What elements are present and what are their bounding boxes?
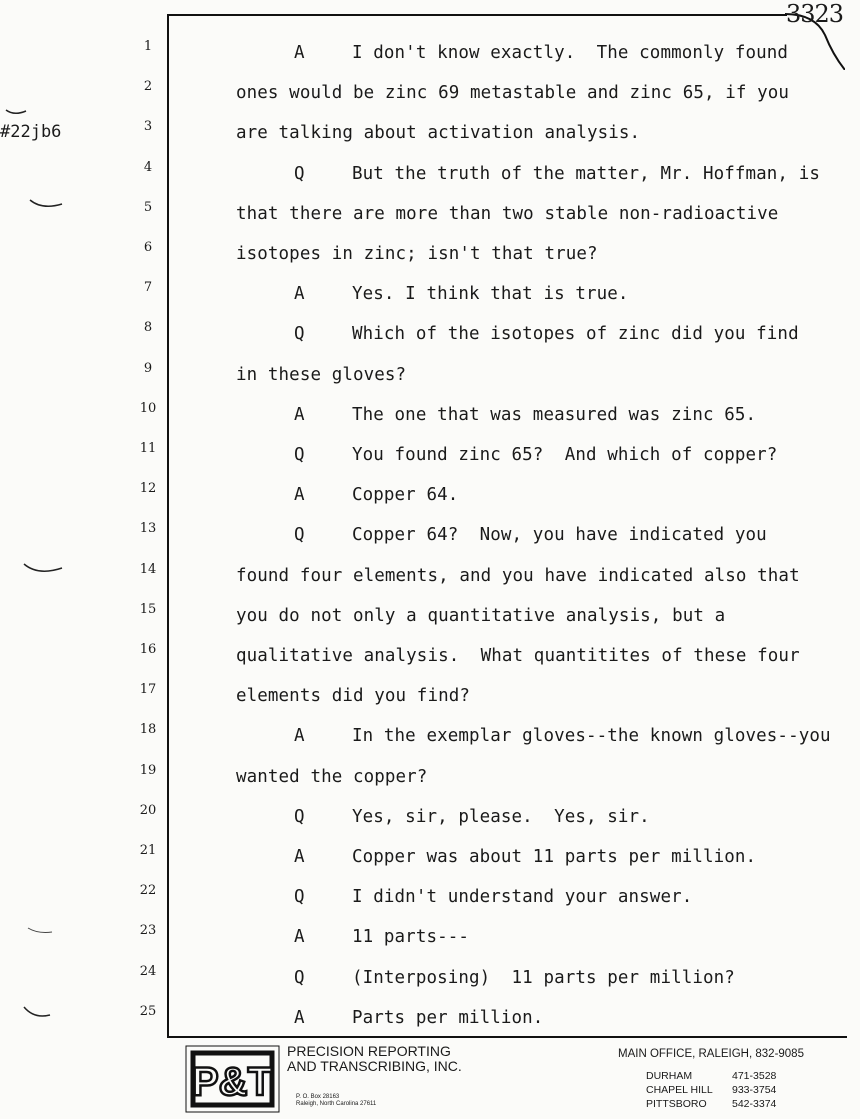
line-text: you do not only a quantitative analysis, but a xyxy=(236,605,726,626)
speaker-label: Q xyxy=(294,967,305,988)
margin-check-mark xyxy=(22,560,66,580)
transcript-line xyxy=(236,83,789,103)
page-frame-bottom xyxy=(167,1036,847,1038)
line-number: 11 xyxy=(139,441,157,456)
line-number: 4 xyxy=(143,159,153,175)
office-city: DURHAM xyxy=(646,1070,693,1082)
line-number: 3 xyxy=(143,119,153,135)
line-text: Copper was about 11 parts per million. xyxy=(352,847,757,867)
line-number: 19 xyxy=(139,762,157,778)
transcript-line xyxy=(236,43,788,63)
page-frame-top xyxy=(167,14,787,16)
transcript-line xyxy=(236,646,800,666)
transcript-line xyxy=(236,606,725,626)
address-line2: Raleigh, North Carolina 27611 xyxy=(296,1101,377,1107)
line-text: that there are more than two stable non-radioactive xyxy=(236,203,779,224)
speaker-label: A xyxy=(294,485,305,506)
speaker-label: Q xyxy=(294,445,305,465)
line-number: 14 xyxy=(139,561,157,577)
margin-document-id: #22jb6 xyxy=(0,122,62,142)
office-phone: 933-3754 xyxy=(732,1084,777,1096)
line-number: 8 xyxy=(143,320,153,336)
line-number: 10 xyxy=(139,400,157,416)
transcript-line xyxy=(236,284,629,304)
office-city: PITTSBORO xyxy=(646,1098,707,1110)
line-number: 9 xyxy=(143,360,153,376)
line-text: elements did you find? xyxy=(236,686,470,707)
line-number: 20 xyxy=(139,802,157,818)
page-number: 3323 xyxy=(786,0,844,28)
line-text: I don't know exactly. The commonly found xyxy=(352,43,789,63)
transcript-line xyxy=(236,123,640,143)
transcript-line xyxy=(236,365,406,385)
line-text: I didn't understand your answer. xyxy=(352,887,693,908)
line-number: 24 xyxy=(139,963,157,979)
transcript-line xyxy=(236,324,799,344)
line-text: Copper 64. xyxy=(352,485,459,506)
company-name-line2: AND TRANSCRIBING, INC. xyxy=(287,1058,462,1074)
transcript-line xyxy=(236,807,650,827)
speaker-label: Q xyxy=(294,806,305,827)
line-number: 7 xyxy=(143,280,153,296)
margin-check-mark xyxy=(28,196,68,216)
transcript-line xyxy=(236,1008,543,1028)
speaker-label: A xyxy=(294,1007,305,1028)
line-text: The one that was measured was zinc 65. xyxy=(352,404,757,425)
speaker-label: A xyxy=(294,847,305,867)
line-number: 2 xyxy=(143,79,153,95)
transcript-line xyxy=(236,244,598,264)
line-text: Parts per million. xyxy=(352,1007,544,1028)
line-text: Yes. I think that is true. xyxy=(352,284,629,305)
transcript-line xyxy=(236,847,756,867)
line-number: 15 xyxy=(139,601,157,617)
line-number: 22 xyxy=(139,883,157,899)
speaker-label: A xyxy=(294,726,305,747)
office-phone: 471-3528 xyxy=(732,1070,777,1082)
speaker-label: A xyxy=(294,404,305,425)
line-text: wanted the copper? xyxy=(236,766,428,787)
transcript-line xyxy=(236,445,777,465)
transcript-line xyxy=(236,887,692,907)
office-city: CHAPEL HILL xyxy=(646,1084,713,1096)
line-text: Yes, sir, please. Yes, sir. xyxy=(352,806,650,827)
line-number: 21 xyxy=(139,843,157,858)
speaker-label: Q xyxy=(294,525,305,546)
transcript-line xyxy=(236,767,427,787)
transcript-line xyxy=(236,164,820,184)
line-text: You found zinc 65? And which of copper? xyxy=(352,445,778,465)
line-number: 6 xyxy=(143,240,153,255)
line-number: 12 xyxy=(139,481,157,497)
transcript-line xyxy=(236,686,470,706)
transcript-line xyxy=(236,525,767,545)
line-text: are talking about activation analysis. xyxy=(236,123,641,144)
logo-text: P&T xyxy=(192,1060,272,1104)
line-text: Copper 64? Now, you have indicated you xyxy=(352,525,767,546)
speaker-label: A xyxy=(294,927,305,948)
transcript-line xyxy=(236,566,800,586)
line-text: In the exemplar gloves--the known gloves--you xyxy=(352,726,831,747)
transcript-line xyxy=(236,968,735,988)
line-number: 1 xyxy=(143,39,153,54)
line-number: 25 xyxy=(139,1003,157,1019)
margin-check-mark xyxy=(22,1003,52,1025)
line-text: in these gloves? xyxy=(236,364,407,385)
margin-check-mark xyxy=(4,108,28,118)
line-number: 16 xyxy=(139,642,157,657)
line-text: But the truth of the matter, Mr. Hoffman, is xyxy=(352,163,820,184)
office-phone: 542-3374 xyxy=(732,1098,777,1110)
line-text: found four elements, and you have indicated also that xyxy=(236,565,800,586)
line-number: 18 xyxy=(139,722,157,738)
transcript-line xyxy=(236,405,756,425)
transcript-line xyxy=(236,485,458,505)
line-text: (Interposing) 11 parts per million? xyxy=(352,967,735,988)
company-address xyxy=(296,1094,376,1108)
company-name xyxy=(287,1044,462,1074)
transcript-line xyxy=(236,927,469,947)
line-number: 13 xyxy=(139,521,157,537)
line-text: Which of the isotopes of zinc did you find xyxy=(352,324,799,345)
line-text: isotopes in zinc; isn't that true? xyxy=(236,244,598,264)
line-number: 5 xyxy=(143,199,153,215)
line-number: 23 xyxy=(139,923,157,939)
page-frame-left xyxy=(167,14,169,1036)
main-office: MAIN OFFICE, RALEIGH, 832-9085 xyxy=(618,1048,804,1060)
speaker-label: Q xyxy=(294,887,305,908)
line-text: qualitative analysis. What quantitites of these four xyxy=(236,646,800,666)
company-logo xyxy=(185,1045,280,1113)
speaker-label: Q xyxy=(294,324,305,345)
speaker-label: Q xyxy=(294,163,305,184)
line-text: 11 parts--- xyxy=(352,927,469,948)
line-number: 17 xyxy=(139,682,157,698)
speaker-label: A xyxy=(294,284,305,305)
transcript-line xyxy=(236,204,778,224)
address-line1: P. O. Box 28163 xyxy=(296,1094,340,1100)
speaker-label: A xyxy=(294,43,305,63)
transcript-line xyxy=(236,726,831,746)
margin-check-mark xyxy=(26,924,56,940)
line-text: ones would be zinc 69 metastable and zinc 65, if you xyxy=(236,83,790,104)
company-name-line1: PRECISION REPORTING xyxy=(287,1043,451,1059)
